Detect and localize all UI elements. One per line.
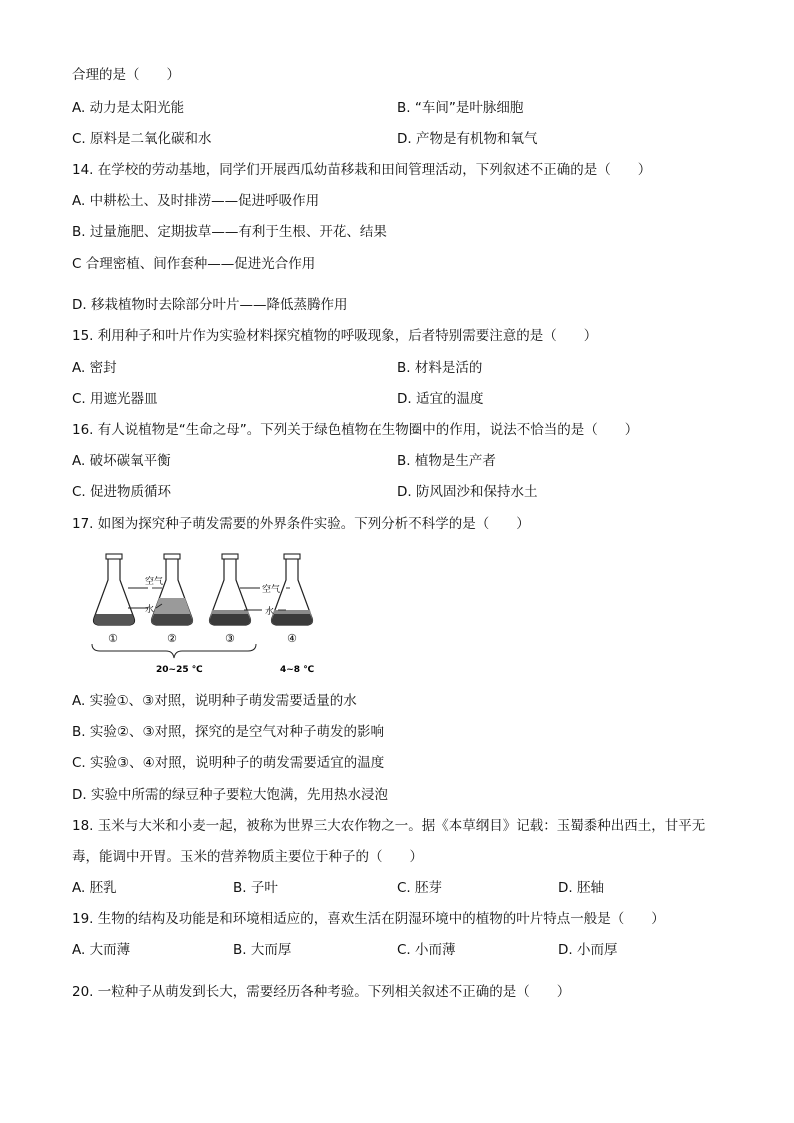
flask-1 — [94, 554, 135, 625]
q19-option-a: A. 大而薄 — [72, 942, 131, 958]
q14-stem: 14. 在学校的劳动基地，同学们开展西瓜幼苗移栽和田间管理活动，下列叙述不正确的是（ ） — [72, 162, 652, 178]
q19-option-c: C. 小而薄 — [397, 942, 456, 958]
q13-stem-tail: 合理的是（ ） — [72, 67, 180, 83]
label-air-1: 空气 — [145, 577, 164, 587]
q17-option-b: B. 实验②、③对照，探究的是空气对种子萌发的影响 — [72, 724, 385, 740]
temperature-bracket — [92, 644, 256, 658]
q14-option-d: D. 移栽植物时去除部分叶片——降低蒸腾作用 — [72, 297, 348, 313]
q16-option-d: D. 防风固沙和保持水土 — [397, 484, 538, 500]
q18-option-c: C. 胚芽 — [397, 880, 443, 896]
q18-stem-line1: 18. 玉米与大米和小麦一起，被称为世界三大农作物之一。据《本草纲目》记载：玉蜀黍种出西土，甘平无 — [72, 818, 706, 834]
q17-option-d: D. 实验中所需的绿豆种子要粒大饱满，先用热水浸泡 — [72, 787, 388, 803]
q15-option-a: A. 密封 — [72, 360, 117, 376]
q16-option-b: B. 植物是生产者 — [397, 453, 496, 469]
q19-option-b: B. 大而厚 — [233, 942, 292, 958]
q20-stem: 20. 一粒种子从萌发到长大，需要经历各种考验。下列相关叙述不正确的是（ ） — [72, 984, 571, 1000]
seed-germination-figure — [90, 548, 340, 676]
flask-label-2: ② — [167, 632, 177, 645]
flask-2 — [152, 554, 193, 625]
q18-option-b: B. 子叶 — [233, 880, 278, 896]
q15-option-b: B. 材料是活的 — [397, 360, 483, 376]
q15-option-d: D. 适宜的温度 — [397, 391, 484, 407]
q13-option-c: C. 原料是二氧化碳和水 — [72, 131, 212, 147]
label-air-2: 空气 — [262, 585, 281, 595]
flask-3 — [210, 554, 251, 625]
temp-label-1: 20~25 ℃ — [156, 665, 203, 675]
q14-option-c: C 合理密植、间作套种——促进光合作用 — [72, 256, 316, 272]
flask-label-3: ③ — [225, 632, 235, 645]
q17-option-c: C. 实验③、④对照，说明种子的萌发需要适宜的温度 — [72, 755, 385, 771]
q13-option-b: B. “车间”是叶脉细胞 — [397, 100, 524, 116]
q17-stem: 17. 如图为探究种子萌发需要的外界条件实验。下列分析不科学的是（ ） — [72, 516, 530, 532]
q18-option-a: A. 胚乳 — [72, 880, 117, 896]
q13-option-d: D. 产物是有机物和氧气 — [397, 131, 538, 147]
temp-label-2: 4~8 ℃ — [280, 665, 315, 675]
q18-stem-line2: 毒，能调中开胃。玉米的营养物质主要位于种子的（ ） — [72, 849, 423, 865]
q14-option-a: A. 中耕松土、及时排涝——促进呼吸作用 — [72, 193, 320, 209]
q19-option-d: D. 小而厚 — [558, 942, 618, 958]
q15-option-c: C. 用遮光器皿 — [72, 391, 158, 407]
q16-option-c: C. 促进物质循环 — [72, 484, 172, 500]
label-water-1: 水 — [145, 605, 155, 615]
q15-stem: 15. 利用种子和叶片作为实验材料探究植物的呼吸现象，后者特别需要注意的是（ ） — [72, 328, 598, 344]
label-water-2: 水 — [265, 607, 275, 617]
q13-option-a: A. 动力是太阳光能 — [72, 100, 185, 116]
flask-label-4: ④ — [287, 632, 297, 645]
q16-stem: 16. 有人说植物是“生命之母”。下列关于绿色植物在生物圈中的作用，说法不恰当的是（ ） — [72, 422, 639, 438]
q18-option-d: D. 胚轴 — [558, 880, 604, 896]
flask-label-1: ① — [108, 632, 118, 645]
q19-stem: 19. 生物的结构及功能是和环境相适应的，喜欢生活在阴湿环境中的植物的叶片特点一般是（ ） — [72, 911, 665, 927]
q14-option-b: B. 过量施肥、定期拔草——有利于生根、开花、结果 — [72, 224, 387, 240]
q17-option-a: A. 实验①、③对照，说明种子萌发需要适量的水 — [72, 693, 357, 709]
q16-option-a: A. 破坏碳氧平衡 — [72, 453, 171, 469]
